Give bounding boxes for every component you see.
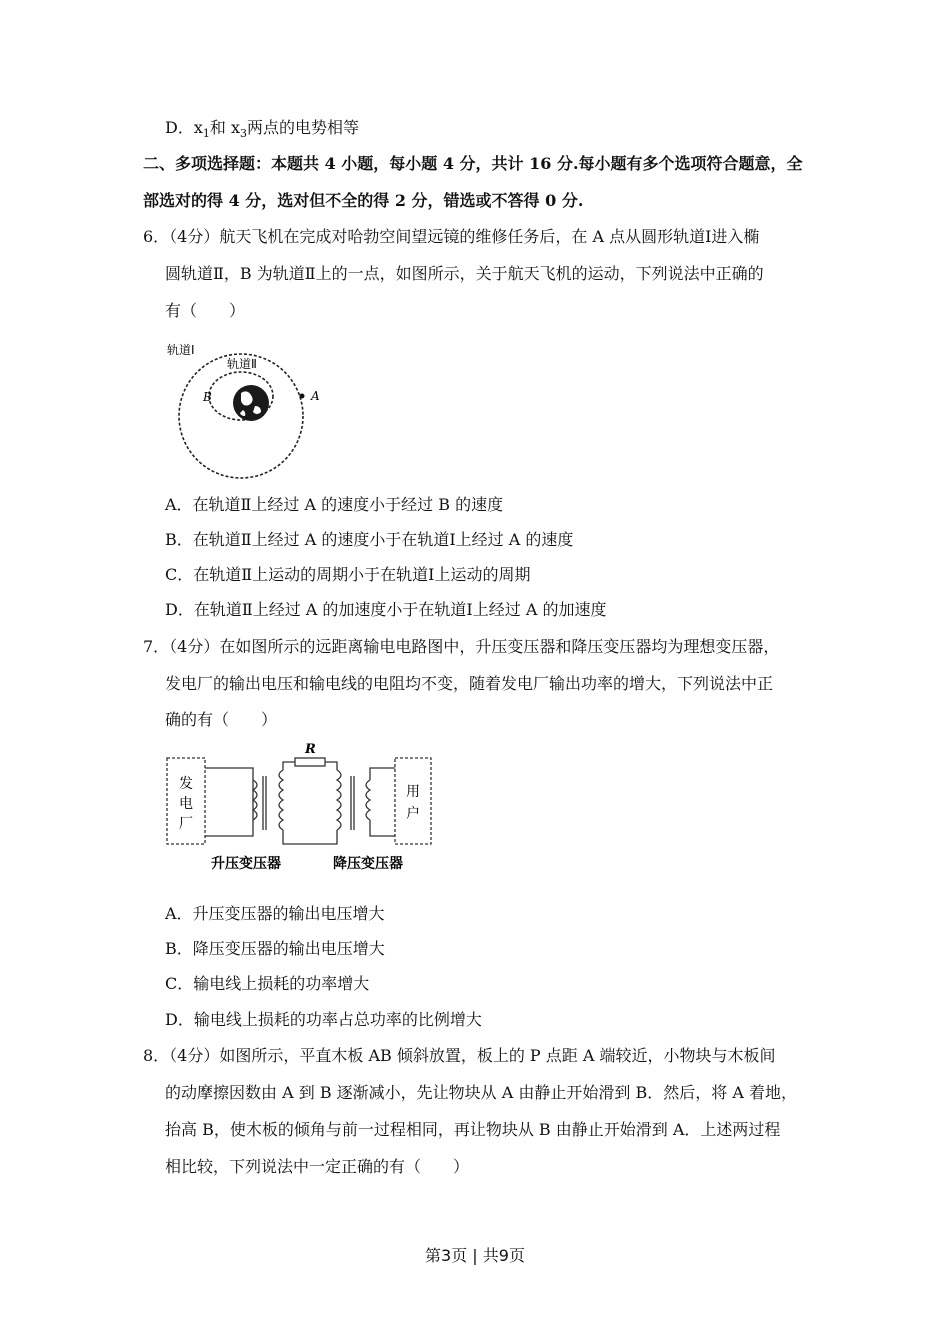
point-a-dot (300, 394, 305, 399)
q7-stem-line1: 7．（4分）在如图所示的远距离输电电路图中，升压变压器和降压变压器均为理想变压器， (143, 637, 780, 656)
user-box (395, 758, 431, 844)
q5-option-d-mid: 和 x (209, 118, 240, 137)
q6-option-b: B．在轨道Ⅱ上经过 A 的速度小于在轨道Ⅰ上经过 A 的速度 (165, 530, 574, 549)
q7-circuit-figure (165, 740, 445, 880)
line-top-left (283, 762, 295, 770)
section2-line1: 二、多项选择题：本题共 4 小题，每小题 4 分，共计 16 分.每小题有多个选项符合题意，全 (143, 154, 803, 173)
q8-stem-line1: 8．（4分）如图所示，平直木板 AB 倾斜放置，板上的 P 点距 A 端较近，小物块与木板间 (143, 1046, 776, 1065)
q5-option-d-label: D． (165, 118, 194, 137)
user-char-1: 用 (406, 784, 420, 800)
step-down-secondary-wire (370, 768, 395, 836)
q8-stem-line2: 的动摩擦因数由 A 到 B 逐渐减小，先让物块从 A 由静止开始滑到 B．然后，将 A 着地， (165, 1083, 797, 1102)
step-down-caption: 降压变压器 (333, 856, 403, 872)
q7-option-d: D．输电线上损耗的功率占总功率的比例增大 (165, 1010, 482, 1029)
q6-option-d: D．在轨道Ⅱ上经过 A 的加速度小于在轨道Ⅰ上经过 A 的加速度 (165, 600, 607, 619)
q5-option-d-x1: x (193, 118, 203, 137)
q7-option-a: A．升压变压器的输出电压增大 (165, 904, 385, 923)
q7-stem-line2: 发电厂的输出电压和输电线的电阻均不变，随着发电厂输出功率的增大，下列说法中正 (165, 674, 774, 693)
user-char-2: 户 (406, 806, 420, 822)
step-up-primary-wire (205, 768, 253, 836)
resistor-label: R (305, 742, 316, 757)
step-up-secondary-coil (279, 770, 283, 830)
q8-stem-line3: 抬高 B，使木板的倾角与前一过程相同，再让物块从 B 由静止开始滑到 A．上述两过程 (165, 1120, 781, 1139)
q6-orbit-figure (163, 338, 323, 483)
section2-line2: 部选对的得 4 分，选对但不全的得 2 分，错选或不答得 0 分. (143, 191, 584, 210)
plant-char-1: 发 (179, 776, 193, 792)
q5-option-d-sub1: 1 (202, 127, 210, 141)
q6-stem-line1: 6．（4分）航天飞机在完成对哈勃空间望远镜的维修任务后，在 A 点从圆形轨道Ⅰ进入椭 (143, 227, 760, 246)
line-top-right (325, 762, 337, 770)
q6-option-a: A．在轨道Ⅱ上经过 A 的速度小于经过 B 的速度 (165, 495, 504, 514)
page-footer: 第3页 | 共9页 (425, 1246, 525, 1265)
resistor-icon (295, 758, 325, 766)
point-b-label: B (203, 390, 212, 404)
q6-option-c: C．在轨道Ⅱ上运动的周期小于在轨道Ⅰ上运动的周期 (165, 565, 531, 584)
orbit-2-label: 轨道Ⅱ (227, 357, 257, 371)
orbit-1-label: 轨道Ⅰ (167, 343, 195, 357)
q5-option-d-end: 两点的电势相等 (247, 118, 360, 137)
q7-stem-line3: 确的有（ ） (165, 710, 278, 729)
q7-option-b: B．降压变压器的输出电压增大 (165, 939, 385, 958)
q7-option-c: C．输电线上损耗的功率增大 (165, 974, 370, 993)
point-a-label: A (311, 389, 320, 403)
step-up-caption: 升压变压器 (211, 856, 281, 872)
step-down-secondary-coil (366, 780, 370, 820)
q5-option-d-sub3: 3 (240, 127, 247, 141)
q5-option-d (165, 117, 359, 145)
step-down-primary-coil (337, 770, 341, 830)
q6-stem-line3: 有（ ） (165, 301, 246, 320)
q8-stem-line4: 相比较，下列说法中一定正确的有（ ） (165, 1157, 470, 1176)
plant-char-2: 电 (179, 796, 193, 812)
q6-stem-line2: 圆轨道Ⅱ，B 为轨道Ⅱ上的一点，如图所示，关于航天飞机的运动，下列说法中正确的 (165, 264, 764, 283)
line-bottom (283, 830, 337, 844)
plant-char-3: 厂 (179, 816, 193, 832)
